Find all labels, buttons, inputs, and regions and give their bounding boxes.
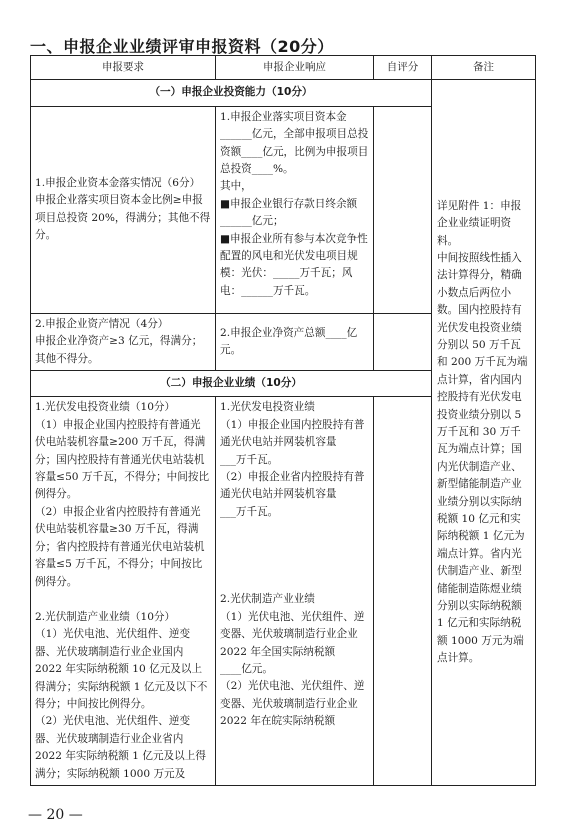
header-self-score: 自评分 xyxy=(374,56,432,80)
requirement-heading: 2.申报企业资产情况（4分） xyxy=(35,317,169,330)
requirement-text: 申报企业净资产≥3 亿元，得满分；其他不得分。 xyxy=(35,335,203,365)
response-text: 2.光伏制造产业业绩 xyxy=(220,593,315,606)
page-title: 一、申报企业业绩评审申报资料（20分） xyxy=(30,37,334,56)
response-text: （2）申报企业省内控股持有普通光伏电站并网装机容量 xyxy=(220,471,365,501)
response-cell xyxy=(216,313,374,370)
response-text: 其中， xyxy=(220,180,252,193)
requirement-text: （2）光伏电池、光伏组件、逆变器、光伏玻璃制造行业企业省内 2022 年实际纳税额 1 亿元及以上得满分；实际纳税额 1000 万元及 xyxy=(35,715,206,780)
header-remarks: 备注 xyxy=(432,56,536,80)
self-score-cell[interactable] xyxy=(374,397,432,786)
remarks-text: 详见附件 1：申报企业业绩证明资料。 中间按照线性插入法计算得分，精确小数点后两位小数。国内控股持有光伏发电投资业绩分别以 50 万千瓦和 200 万千瓦为端点计算，省内国内控股持有光伏发电投资业绩分别以 5 万千瓦和 30 万千瓦为端点计算；国内光伏制造产业、新型储能制造产业业绩分别以实际纳税额 10 亿元和实际纳税额 1 亿元为端点计算。省内光伏制造产业、新型储能制造陈煜业绩分别以实际纳税额 1 亿元和实际纳税额 1000 万元为端点计算。 xyxy=(437,199,528,665)
response-text: 1.申报企业落实项目资本金______亿元，全部申报项目总投资额____亿元，比例为申报项目总投资____%。 xyxy=(220,110,369,176)
section-title-performance: （二）申报企业业绩（10分） xyxy=(31,371,432,397)
header-requirement: 申报要求 xyxy=(31,56,216,80)
requirement-heading: 1.光伏发电投资业绩（10分） xyxy=(35,401,176,414)
response-text: ___万千瓦。 xyxy=(220,453,279,466)
requirement-heading: 1.申报企业资本金落实情况（6分） xyxy=(35,177,201,189)
requirement-cell xyxy=(31,397,216,786)
response-cell xyxy=(216,106,374,313)
evaluation-table xyxy=(30,55,536,786)
section-title-investment: （一）申报企业投资能力（10分） xyxy=(31,80,432,106)
response-text: 2.申报企业净资产总额____亿元。 xyxy=(220,326,358,356)
response-text: ___万千瓦。 xyxy=(220,505,279,518)
remarks-cell xyxy=(432,80,536,786)
section-row-investment xyxy=(31,80,536,106)
response-text: （1）申报企业国内控股持有普通光伏电站并网装机容量 xyxy=(220,418,365,449)
self-score-cell[interactable] xyxy=(374,313,432,370)
requirement-heading: 2.光伏制造产业业绩（10分） xyxy=(35,610,176,623)
response-text: ____亿元。 xyxy=(220,662,273,675)
header-response: 申报企业响应 xyxy=(216,56,374,80)
response-text: 1.光伏发电投资业绩 xyxy=(220,401,315,414)
requirement-text: 申报企业落实项目资本金比例≥申报项目总投资 20%，得满分；其他不得分。 xyxy=(35,194,211,242)
requirement-text: （1）光伏电池、光伏组件、逆变器、光伏玻璃制造行业企业国内 2022 年实际纳税额 10 亿元及以上得满分；实际纳税额 1 亿元及以下不得分；中间按比例得分。 xyxy=(35,628,208,710)
response-text: ■申报企业所有参与本次竞争性配置的风电和光伏发电项目规模：光伏：_____万千瓦；风电：______万千瓦。 xyxy=(220,232,368,297)
response-text: ■申报企业银行存款日终余额______亿元； xyxy=(220,197,358,228)
response-text: （1）光伏电池、光伏组件、逆变器、光伏玻璃制造行业企业 2022 年全国实际纳税额 xyxy=(220,610,365,658)
header-row xyxy=(31,56,536,80)
page-number: — 20 — xyxy=(28,807,83,823)
requirement-text: （1）申报企业国内控股持有普通光伏电站装机容量≥200 万千瓦，得满分；国内控股持有普通光伏电站装机容量≤50 万千瓦，不得分；中间按比例得分。 xyxy=(35,418,210,501)
response-text: （2）光伏电池、光伏组件、逆变器、光伏玻璃制造行业企业 2022 年在皖实际纳税额 xyxy=(220,680,365,728)
self-score-cell[interactable] xyxy=(374,106,432,313)
requirement-cell xyxy=(31,313,216,370)
requirement-cell xyxy=(31,106,216,313)
response-cell xyxy=(216,397,374,786)
requirement-text: （2）申报企业省内控股持有普通光伏电站装机容量≥30 万千瓦，得满分；省内控股持有普通光伏电站装机容量≤5 万千瓦，不得分；中间按比例得分。 xyxy=(35,505,205,588)
